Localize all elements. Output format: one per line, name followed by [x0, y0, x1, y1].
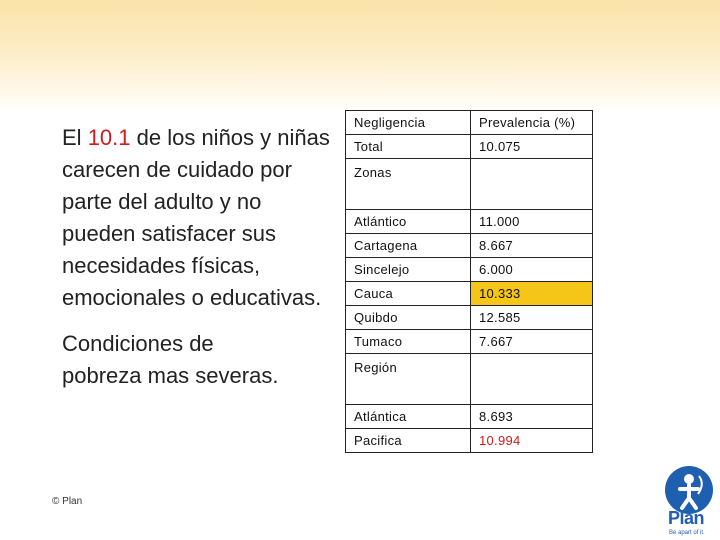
row-label: Tumaco	[346, 330, 471, 354]
table-section-row	[346, 159, 593, 210]
table-header-row	[346, 111, 593, 135]
table-row	[346, 258, 593, 282]
row-value	[471, 159, 593, 210]
row-value: 6.000	[471, 258, 593, 282]
row-value: 11.000	[471, 210, 593, 234]
table-row	[346, 282, 593, 306]
row-value: 12.585	[471, 306, 593, 330]
section-label: Región	[346, 354, 471, 405]
statistic-paragraph	[62, 122, 332, 314]
table-row	[346, 135, 593, 159]
plan-logo	[662, 464, 720, 540]
section-label: Zonas	[346, 159, 471, 210]
table-row	[346, 330, 593, 354]
row-label: Total	[346, 135, 471, 159]
row-value: 10.075	[471, 135, 593, 159]
prevalence-table	[345, 110, 593, 453]
highlight-number: 10.1	[87, 125, 131, 150]
header-band	[0, 0, 720, 112]
row-label: Cartagena	[346, 234, 471, 258]
row-label: Quibdo	[346, 306, 471, 330]
highlighted-value: 10.333	[471, 282, 593, 306]
row-value	[471, 354, 593, 405]
table-row	[346, 429, 593, 453]
poverty-paragraph: Condiciones de pobreza mas severas.	[62, 331, 279, 388]
logo-wordmark: Plan	[668, 508, 705, 528]
table-row	[346, 306, 593, 330]
copyright-text: © Plan	[52, 496, 83, 507]
row-label: Pacifica	[346, 429, 471, 453]
table-section-row	[346, 354, 593, 405]
table-row	[346, 210, 593, 234]
row-label: Atlántico	[346, 210, 471, 234]
left-text-block	[62, 122, 332, 392]
table-row	[346, 234, 593, 258]
row-label: Cauca	[346, 282, 471, 306]
para1-prefix: El	[62, 125, 88, 150]
highlighted-red-value: 10.994	[471, 429, 593, 453]
row-value: 7.667	[471, 330, 593, 354]
logo-tagline: Be apart of it.	[669, 530, 705, 536]
logo-emblem-icon	[665, 466, 713, 514]
para1-text: de los niños y niñas carecen de cuidado por parte del adulto y no pueden satisfacer sus necesidades físicas, emocionales o educativas.	[62, 125, 330, 310]
header-negligencia: Negligencia	[346, 111, 471, 135]
header-prevalencia: Prevalencia (%)	[471, 111, 593, 135]
row-value: 8.667	[471, 234, 593, 258]
row-label: Atlántica	[346, 405, 471, 429]
row-value: 8.693	[471, 405, 593, 429]
table-row	[346, 405, 593, 429]
row-label: Sincelejo	[346, 258, 471, 282]
